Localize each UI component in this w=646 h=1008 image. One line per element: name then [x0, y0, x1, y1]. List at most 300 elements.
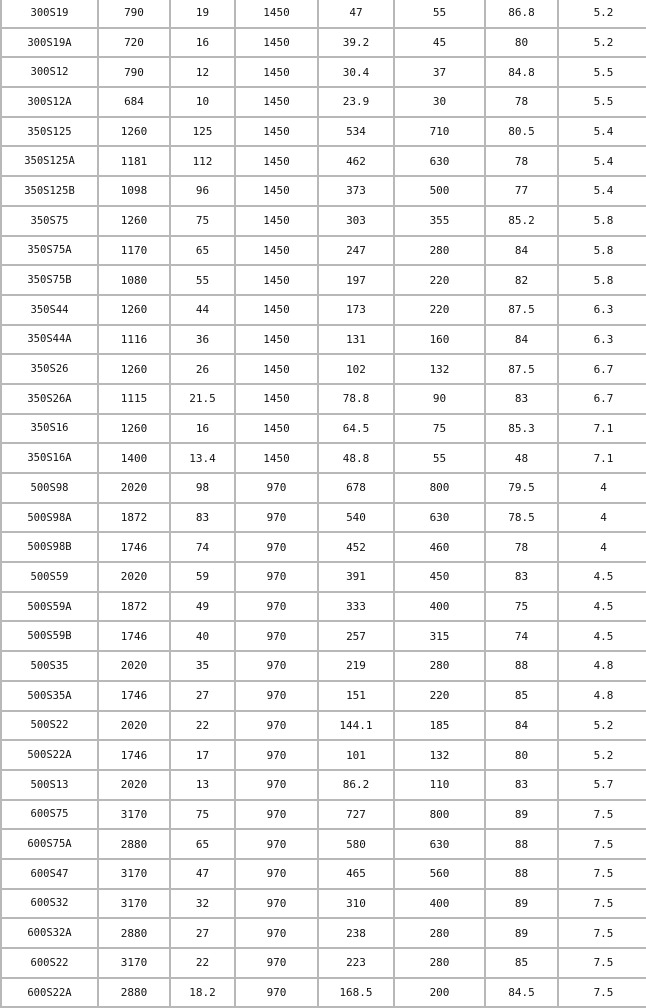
motor-power-cell: 800 [395, 801, 484, 829]
model-cell: 500S59 [2, 563, 97, 591]
speed-cell: 1450 [236, 444, 317, 472]
npsh-cell: 7.1 [559, 415, 646, 443]
table-row [2, 860, 646, 888]
table-row [2, 444, 646, 472]
shaft-power-cell: 333 [319, 593, 393, 621]
speed-cell: 970 [236, 801, 317, 829]
head-cell: 40 [171, 622, 234, 650]
efficiency-cell: 85 [486, 949, 557, 977]
speed-cell: 970 [236, 622, 317, 650]
motor-power-cell: 55 [395, 0, 484, 27]
model-cell: 300S12A [2, 88, 97, 116]
model-cell: 350S44A [2, 326, 97, 354]
npsh-cell: 5.8 [559, 207, 646, 235]
model-cell: 350S75 [2, 207, 97, 235]
flow-cell: 1746 [99, 741, 169, 769]
speed-cell: 1450 [236, 326, 317, 354]
npsh-cell: 5.2 [559, 741, 646, 769]
motor-power-cell: 132 [395, 355, 484, 383]
speed-cell: 1450 [236, 177, 317, 205]
npsh-cell: 5.5 [559, 58, 646, 86]
npsh-cell: 5.5 [559, 88, 646, 116]
head-cell: 18.2 [171, 979, 234, 1007]
motor-power-cell: 220 [395, 266, 484, 294]
head-cell: 44 [171, 296, 234, 324]
efficiency-cell: 85 [486, 682, 557, 710]
speed-cell: 970 [236, 563, 317, 591]
table-row [2, 830, 646, 858]
head-cell: 59 [171, 563, 234, 591]
table-row [2, 147, 646, 175]
motor-power-cell: 280 [395, 237, 484, 265]
motor-power-cell: 160 [395, 326, 484, 354]
efficiency-cell: 80 [486, 741, 557, 769]
speed-cell: 970 [236, 919, 317, 947]
head-cell: 27 [171, 919, 234, 947]
shaft-power-cell: 540 [319, 504, 393, 532]
speed-cell: 1450 [236, 266, 317, 294]
head-cell: 35 [171, 652, 234, 680]
flow-cell: 2020 [99, 712, 169, 740]
head-cell: 49 [171, 593, 234, 621]
head-cell: 55 [171, 266, 234, 294]
npsh-cell: 4.5 [559, 563, 646, 591]
shaft-power-cell: 131 [319, 326, 393, 354]
motor-power-cell: 630 [395, 504, 484, 532]
shaft-power-cell: 727 [319, 801, 393, 829]
flow-cell: 2020 [99, 474, 169, 502]
shaft-power-cell: 238 [319, 919, 393, 947]
speed-cell: 1450 [236, 355, 317, 383]
model-cell: 500S59A [2, 593, 97, 621]
npsh-cell: 6.3 [559, 326, 646, 354]
model-cell: 600S75 [2, 801, 97, 829]
motor-power-cell: 200 [395, 979, 484, 1007]
shaft-power-cell: 303 [319, 207, 393, 235]
shaft-power-cell: 48.8 [319, 444, 393, 472]
npsh-cell: 5.8 [559, 266, 646, 294]
speed-cell: 1450 [236, 147, 317, 175]
speed-cell: 970 [236, 771, 317, 799]
motor-power-cell: 280 [395, 919, 484, 947]
flow-cell: 1181 [99, 147, 169, 175]
model-cell: 600S32 [2, 890, 97, 918]
table-row [2, 207, 646, 235]
efficiency-cell: 84 [486, 237, 557, 265]
shaft-power-cell: 580 [319, 830, 393, 858]
model-cell: 500S22 [2, 712, 97, 740]
efficiency-cell: 74 [486, 622, 557, 650]
efficiency-cell: 84.8 [486, 58, 557, 86]
table-row [2, 652, 646, 680]
model-cell: 350S75A [2, 237, 97, 265]
table-row [2, 801, 646, 829]
head-cell: 65 [171, 237, 234, 265]
shaft-power-cell: 465 [319, 860, 393, 888]
motor-power-cell: 400 [395, 890, 484, 918]
shaft-power-cell: 173 [319, 296, 393, 324]
table-row [2, 504, 646, 532]
npsh-cell: 7.5 [559, 919, 646, 947]
npsh-cell: 5.4 [559, 147, 646, 175]
model-cell: 600S22 [2, 949, 97, 977]
npsh-cell: 5.8 [559, 237, 646, 265]
efficiency-cell: 84 [486, 326, 557, 354]
flow-cell: 1260 [99, 296, 169, 324]
flow-cell: 684 [99, 88, 169, 116]
head-cell: 112 [171, 147, 234, 175]
flow-cell: 3170 [99, 890, 169, 918]
npsh-cell: 4.5 [559, 593, 646, 621]
flow-cell: 2020 [99, 771, 169, 799]
npsh-cell: 6.3 [559, 296, 646, 324]
table-row [2, 979, 646, 1007]
shaft-power-cell: 534 [319, 118, 393, 146]
npsh-cell: 5.7 [559, 771, 646, 799]
shaft-power-cell: 452 [319, 533, 393, 561]
head-cell: 22 [171, 712, 234, 740]
motor-power-cell: 280 [395, 652, 484, 680]
efficiency-cell: 78.5 [486, 504, 557, 532]
head-cell: 32 [171, 890, 234, 918]
head-cell: 36 [171, 326, 234, 354]
motor-power-cell: 37 [395, 58, 484, 86]
efficiency-cell: 75 [486, 593, 557, 621]
flow-cell: 2020 [99, 652, 169, 680]
speed-cell: 970 [236, 890, 317, 918]
efficiency-cell: 87.5 [486, 355, 557, 383]
model-cell: 500S35 [2, 652, 97, 680]
motor-power-cell: 280 [395, 949, 484, 977]
flow-cell: 3170 [99, 801, 169, 829]
table-row [2, 415, 646, 443]
shaft-power-cell: 86.2 [319, 771, 393, 799]
npsh-cell: 5.2 [559, 29, 646, 57]
efficiency-cell: 89 [486, 919, 557, 947]
model-cell: 500S59B [2, 622, 97, 650]
speed-cell: 970 [236, 712, 317, 740]
efficiency-cell: 89 [486, 801, 557, 829]
speed-cell: 970 [236, 474, 317, 502]
table-row [2, 593, 646, 621]
speed-cell: 1450 [236, 118, 317, 146]
head-cell: 10 [171, 88, 234, 116]
shaft-power-cell: 144.1 [319, 712, 393, 740]
efficiency-cell: 82 [486, 266, 557, 294]
npsh-cell: 7.5 [559, 949, 646, 977]
model-cell: 500S98 [2, 474, 97, 502]
npsh-cell: 7.5 [559, 860, 646, 888]
motor-power-cell: 185 [395, 712, 484, 740]
shaft-power-cell: 197 [319, 266, 393, 294]
shaft-power-cell: 78.8 [319, 385, 393, 413]
speed-cell: 1450 [236, 385, 317, 413]
table-row [2, 355, 646, 383]
motor-power-cell: 710 [395, 118, 484, 146]
model-cell: 350S125A [2, 147, 97, 175]
npsh-cell: 4.5 [559, 622, 646, 650]
head-cell: 98 [171, 474, 234, 502]
efficiency-cell: 84 [486, 712, 557, 740]
head-cell: 75 [171, 801, 234, 829]
flow-cell: 1400 [99, 444, 169, 472]
npsh-cell: 5.4 [559, 177, 646, 205]
head-cell: 96 [171, 177, 234, 205]
head-cell: 125 [171, 118, 234, 146]
table-row [2, 88, 646, 116]
shaft-power-cell: 151 [319, 682, 393, 710]
model-cell: 350S16A [2, 444, 97, 472]
motor-power-cell: 90 [395, 385, 484, 413]
speed-cell: 970 [236, 830, 317, 858]
npsh-cell: 7.5 [559, 801, 646, 829]
table-row [2, 177, 646, 205]
shaft-power-cell: 101 [319, 741, 393, 769]
model-cell: 500S98B [2, 533, 97, 561]
model-cell: 500S22A [2, 741, 97, 769]
flow-cell: 1115 [99, 385, 169, 413]
speed-cell: 970 [236, 979, 317, 1007]
npsh-cell: 5.4 [559, 118, 646, 146]
shaft-power-cell: 47 [319, 0, 393, 27]
model-cell: 500S98A [2, 504, 97, 532]
shaft-power-cell: 39.2 [319, 29, 393, 57]
model-cell: 300S12 [2, 58, 97, 86]
head-cell: 21.5 [171, 385, 234, 413]
flow-cell: 2880 [99, 979, 169, 1007]
model-cell: 500S13 [2, 771, 97, 799]
speed-cell: 1450 [236, 237, 317, 265]
motor-power-cell: 560 [395, 860, 484, 888]
table-row [2, 0, 646, 27]
motor-power-cell: 630 [395, 147, 484, 175]
table-row [2, 385, 646, 413]
head-cell: 19 [171, 0, 234, 27]
table-row [2, 237, 646, 265]
shaft-power-cell: 257 [319, 622, 393, 650]
shaft-power-cell: 30.4 [319, 58, 393, 86]
flow-cell: 1872 [99, 593, 169, 621]
npsh-cell: 4 [559, 474, 646, 502]
flow-cell: 1746 [99, 533, 169, 561]
npsh-cell: 4.8 [559, 652, 646, 680]
efficiency-cell: 85.3 [486, 415, 557, 443]
shaft-power-cell: 391 [319, 563, 393, 591]
model-cell: 350S16 [2, 415, 97, 443]
flow-cell: 2880 [99, 919, 169, 947]
table-row [2, 533, 646, 561]
table-row [2, 29, 646, 57]
motor-power-cell: 220 [395, 296, 484, 324]
npsh-cell: 7.5 [559, 890, 646, 918]
table-row [2, 266, 646, 294]
efficiency-cell: 79.5 [486, 474, 557, 502]
npsh-cell: 7.5 [559, 979, 646, 1007]
head-cell: 13 [171, 771, 234, 799]
flow-cell: 1260 [99, 415, 169, 443]
speed-cell: 970 [236, 533, 317, 561]
table-row [2, 919, 646, 947]
speed-cell: 1450 [236, 207, 317, 235]
motor-power-cell: 400 [395, 593, 484, 621]
speed-cell: 970 [236, 652, 317, 680]
model-cell: 350S75B [2, 266, 97, 294]
efficiency-cell: 77 [486, 177, 557, 205]
shaft-power-cell: 678 [319, 474, 393, 502]
shaft-power-cell: 168.5 [319, 979, 393, 1007]
head-cell: 74 [171, 533, 234, 561]
head-cell: 65 [171, 830, 234, 858]
head-cell: 27 [171, 682, 234, 710]
table-row [2, 712, 646, 740]
flow-cell: 1098 [99, 177, 169, 205]
npsh-cell: 6.7 [559, 355, 646, 383]
motor-power-cell: 315 [395, 622, 484, 650]
shaft-power-cell: 64.5 [319, 415, 393, 443]
flow-cell: 1260 [99, 207, 169, 235]
npsh-cell: 7.1 [559, 444, 646, 472]
motor-power-cell: 55 [395, 444, 484, 472]
flow-cell: 790 [99, 0, 169, 27]
speed-cell: 1450 [236, 0, 317, 27]
model-cell: 600S32A [2, 919, 97, 947]
speed-cell: 970 [236, 682, 317, 710]
motor-power-cell: 220 [395, 682, 484, 710]
efficiency-cell: 89 [486, 890, 557, 918]
efficiency-cell: 78 [486, 533, 557, 561]
speed-cell: 970 [236, 949, 317, 977]
flow-cell: 1260 [99, 355, 169, 383]
efficiency-cell: 88 [486, 830, 557, 858]
efficiency-cell: 87.5 [486, 296, 557, 324]
shaft-power-cell: 219 [319, 652, 393, 680]
shaft-power-cell: 247 [319, 237, 393, 265]
efficiency-cell: 88 [486, 652, 557, 680]
npsh-cell: 5.2 [559, 0, 646, 27]
head-cell: 17 [171, 741, 234, 769]
table-row [2, 682, 646, 710]
table-body [2, 0, 646, 1006]
efficiency-cell: 78 [486, 88, 557, 116]
efficiency-cell: 48 [486, 444, 557, 472]
npsh-cell: 4 [559, 533, 646, 561]
table-row [2, 890, 646, 918]
motor-power-cell: 450 [395, 563, 484, 591]
npsh-cell: 5.2 [559, 712, 646, 740]
shaft-power-cell: 310 [319, 890, 393, 918]
speed-cell: 970 [236, 741, 317, 769]
model-cell: 600S75A [2, 830, 97, 858]
flow-cell: 2020 [99, 563, 169, 591]
model-cell: 350S26 [2, 355, 97, 383]
efficiency-cell: 85.2 [486, 207, 557, 235]
flow-cell: 3170 [99, 860, 169, 888]
speed-cell: 970 [236, 593, 317, 621]
head-cell: 26 [171, 355, 234, 383]
model-cell: 350S125 [2, 118, 97, 146]
motor-power-cell: 355 [395, 207, 484, 235]
head-cell: 22 [171, 949, 234, 977]
motor-power-cell: 460 [395, 533, 484, 561]
npsh-cell: 4 [559, 504, 646, 532]
table-row [2, 118, 646, 146]
flow-cell: 790 [99, 58, 169, 86]
efficiency-cell: 80.5 [486, 118, 557, 146]
shaft-power-cell: 462 [319, 147, 393, 175]
model-cell: 350S125B [2, 177, 97, 205]
motor-power-cell: 30 [395, 88, 484, 116]
flow-cell: 720 [99, 29, 169, 57]
table-row [2, 741, 646, 769]
speed-cell: 1450 [236, 415, 317, 443]
efficiency-cell: 83 [486, 771, 557, 799]
npsh-cell: 4.8 [559, 682, 646, 710]
model-cell: 300S19 [2, 0, 97, 27]
table-row [2, 622, 646, 650]
efficiency-cell: 83 [486, 385, 557, 413]
efficiency-cell: 78 [486, 147, 557, 175]
efficiency-cell: 84.5 [486, 979, 557, 1007]
shaft-power-cell: 102 [319, 355, 393, 383]
speed-cell: 1450 [236, 58, 317, 86]
motor-power-cell: 132 [395, 741, 484, 769]
flow-cell: 1080 [99, 266, 169, 294]
efficiency-cell: 88 [486, 860, 557, 888]
flow-cell: 1260 [99, 118, 169, 146]
table-row [2, 949, 646, 977]
flow-cell: 1116 [99, 326, 169, 354]
table-row [2, 474, 646, 502]
speed-cell: 1450 [236, 296, 317, 324]
speed-cell: 970 [236, 504, 317, 532]
npsh-cell: 7.5 [559, 830, 646, 858]
model-cell: 350S44 [2, 296, 97, 324]
shaft-power-cell: 373 [319, 177, 393, 205]
motor-power-cell: 800 [395, 474, 484, 502]
flow-cell: 2880 [99, 830, 169, 858]
shaft-power-cell: 23.9 [319, 88, 393, 116]
table-row [2, 58, 646, 86]
speed-cell: 1450 [236, 29, 317, 57]
head-cell: 16 [171, 29, 234, 57]
model-cell: 350S26A [2, 385, 97, 413]
flow-cell: 3170 [99, 949, 169, 977]
head-cell: 47 [171, 860, 234, 888]
motor-power-cell: 630 [395, 830, 484, 858]
flow-cell: 1170 [99, 237, 169, 265]
speed-cell: 1450 [236, 88, 317, 116]
efficiency-cell: 86.8 [486, 0, 557, 27]
flow-cell: 1872 [99, 504, 169, 532]
motor-power-cell: 75 [395, 415, 484, 443]
table-row [2, 296, 646, 324]
motor-power-cell: 110 [395, 771, 484, 799]
motor-power-cell: 45 [395, 29, 484, 57]
model-cell: 500S35A [2, 682, 97, 710]
head-cell: 16 [171, 415, 234, 443]
head-cell: 12 [171, 58, 234, 86]
model-cell: 600S22A [2, 979, 97, 1007]
model-cell: 300S19A [2, 29, 97, 57]
efficiency-cell: 80 [486, 29, 557, 57]
table-row [2, 326, 646, 354]
efficiency-cell: 83 [486, 563, 557, 591]
flow-cell: 1746 [99, 682, 169, 710]
flow-cell: 1746 [99, 622, 169, 650]
shaft-power-cell: 223 [319, 949, 393, 977]
head-cell: 13.4 [171, 444, 234, 472]
speed-cell: 970 [236, 860, 317, 888]
